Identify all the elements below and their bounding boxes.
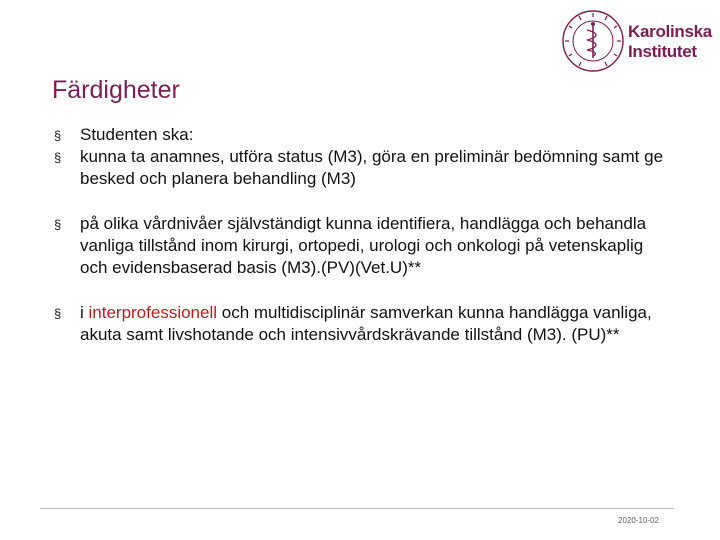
bullet-list bbox=[52, 124, 672, 346]
list-item bbox=[52, 146, 672, 190]
bullet-text: Studenten ska: bbox=[80, 125, 194, 144]
logo-line1: Karolinska bbox=[628, 22, 712, 41]
logo-wordmark bbox=[628, 22, 712, 62]
bullet-text: på olika vårdnivåer självständigt kunna identifiera, handlägga och behandla vanliga tillstånd inom kirurgi, ortopedi, urologi och onkologi på vetenskaplig och evidensbaserad basis (M3).(PV)(Vet.U)** bbox=[80, 214, 647, 277]
list-item bbox=[52, 302, 672, 346]
bullet-marker-icon: § bbox=[54, 128, 62, 143]
footer-divider bbox=[40, 508, 674, 509]
bullet-text-prefix: i bbox=[80, 303, 89, 322]
karolinska-logo bbox=[560, 8, 720, 76]
bullet-marker-icon: § bbox=[54, 150, 62, 165]
slide-title: Färdigheter bbox=[52, 76, 180, 104]
bullet-highlight: interprofessionell bbox=[88, 303, 218, 322]
karolinska-seal-icon bbox=[560, 8, 626, 74]
bullet-marker-icon: § bbox=[54, 217, 62, 232]
list-item bbox=[52, 124, 672, 146]
list-item bbox=[52, 213, 672, 279]
footer-date: 2020-10-02 bbox=[618, 516, 659, 525]
bullet-marker-icon: § bbox=[54, 306, 62, 321]
bullet-text: kunna ta anamnes, utföra status (M3), göra en preliminär bedömning samt ge besked och planera behandling (M3) bbox=[80, 147, 664, 188]
logo-line2: Institutet bbox=[628, 42, 697, 61]
bullet-text-suffix: och multidisciplinär samverkan kunna handlägga vanliga, akuta samt livshotande och intensivvårdskrävande tillstånd (M3). (PU)** bbox=[80, 303, 652, 344]
